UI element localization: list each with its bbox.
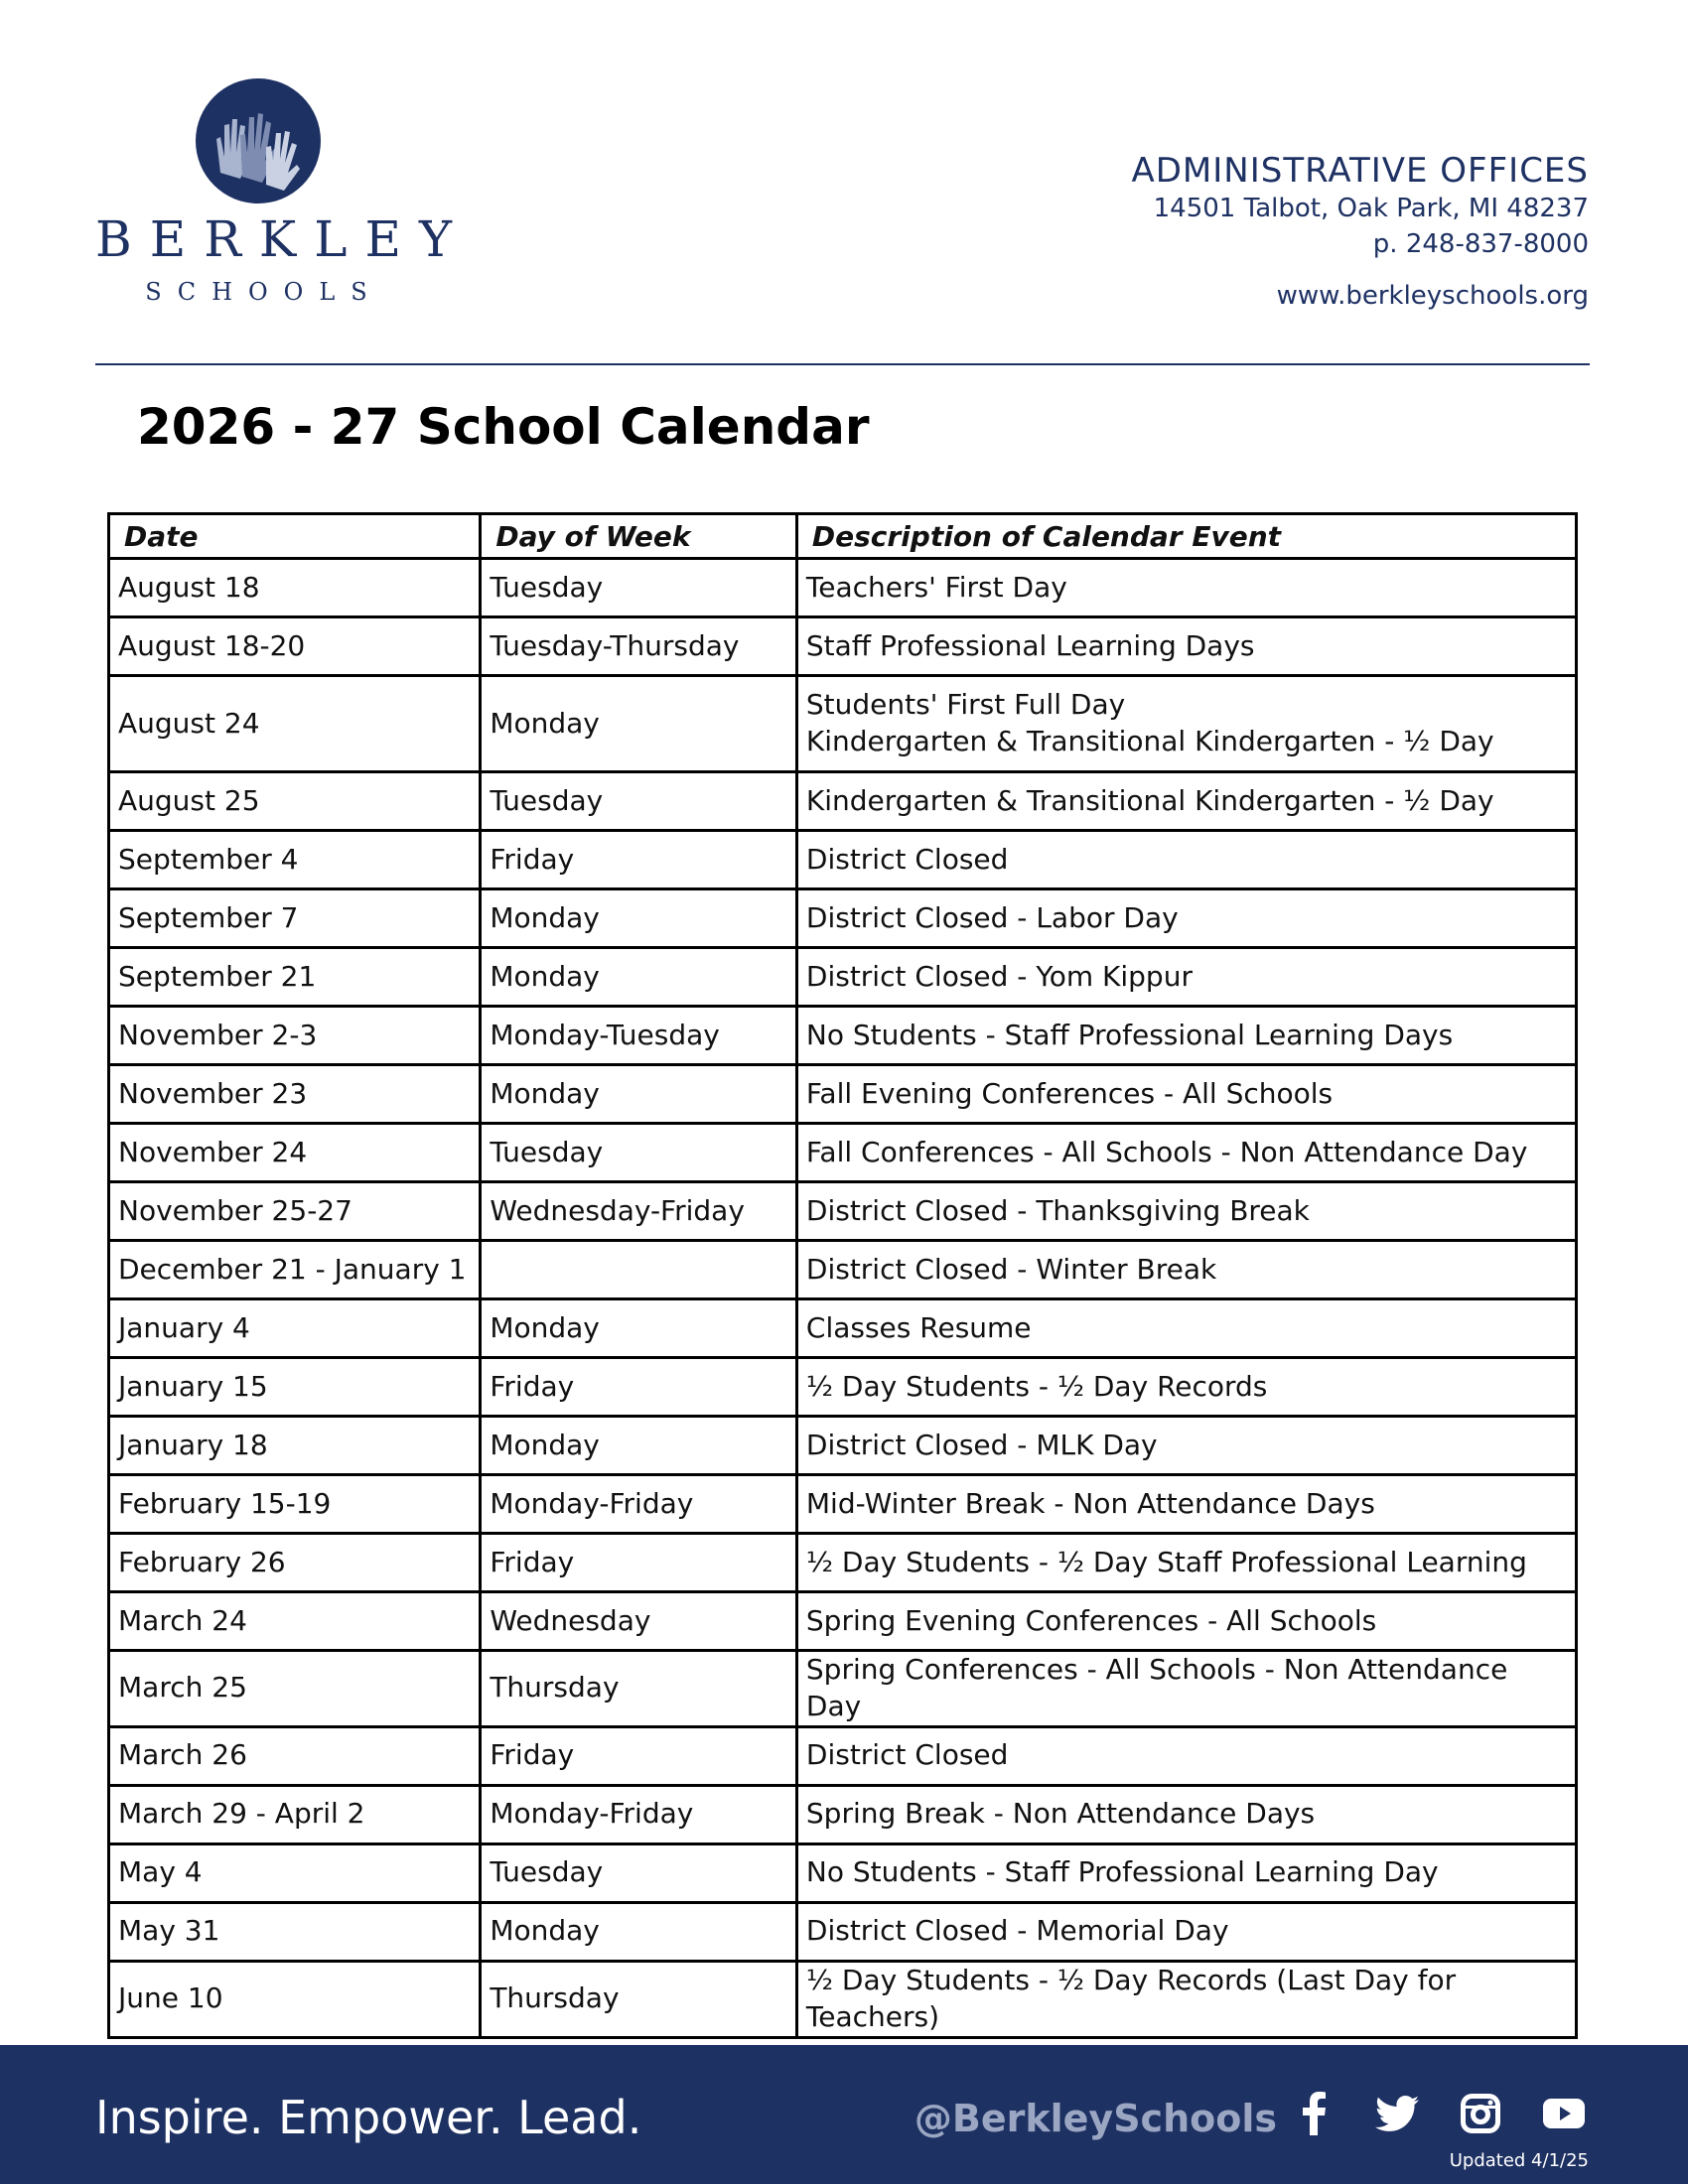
column-header-day-of-week: Day of Week bbox=[481, 514, 797, 559]
table-row bbox=[109, 1182, 1577, 1241]
description-cell: Teachers' First Day bbox=[796, 559, 1576, 617]
social-handle-link[interactable]: @BerkleySchools bbox=[914, 2097, 1277, 2140]
page-title: 2026 - 27 School Calendar bbox=[137, 398, 870, 456]
description-cell: ½ Day Students - ½ Day Records bbox=[796, 1358, 1576, 1417]
table-row bbox=[109, 1475, 1577, 1534]
date-cell: March 29 - April 2 bbox=[109, 1785, 481, 1843]
table-row bbox=[109, 1902, 1577, 1961]
header-divider bbox=[95, 363, 1590, 365]
table-row bbox=[109, 948, 1577, 1007]
day-of-week-cell: Tuesday-Thursday bbox=[481, 617, 797, 676]
logo-sub-text: SCHOOLS bbox=[145, 278, 383, 306]
offices-title: ADMINISTRATIVE OFFICES bbox=[1131, 151, 1589, 191]
description-cell: No Students - Staff Professional Learning Day bbox=[796, 1843, 1576, 1902]
table-header-row bbox=[109, 514, 1577, 559]
date-cell: January 15 bbox=[109, 1358, 481, 1417]
calendar-table-body bbox=[109, 559, 1577, 2038]
day-of-week-cell: Monday-Friday bbox=[481, 1475, 797, 1534]
table-row bbox=[109, 1534, 1577, 1592]
updated-date: Updated 4/1/25 bbox=[1449, 2150, 1589, 2171]
day-of-week-cell: Monday-Tuesday bbox=[481, 1007, 797, 1065]
logo-brand-text: BERKLEY bbox=[95, 210, 470, 268]
date-cell: January 4 bbox=[109, 1299, 481, 1358]
day-of-week-cell: Tuesday bbox=[481, 1843, 797, 1902]
table-row bbox=[109, 1592, 1577, 1651]
date-cell: February 15-19 bbox=[109, 1475, 481, 1534]
day-of-week-cell: Friday bbox=[481, 1534, 797, 1592]
day-of-week-cell: Thursday bbox=[481, 1651, 797, 1727]
description-cell: Classes Resume bbox=[796, 1299, 1576, 1358]
day-of-week-cell: Wednesday-Friday bbox=[481, 1182, 797, 1241]
table-row bbox=[109, 676, 1577, 772]
table-row bbox=[109, 559, 1577, 617]
day-of-week-cell: Tuesday bbox=[481, 559, 797, 617]
date-cell: November 24 bbox=[109, 1124, 481, 1182]
date-cell: September 7 bbox=[109, 889, 481, 948]
day-of-week-cell: Monday bbox=[481, 1299, 797, 1358]
day-of-week-cell: Wednesday bbox=[481, 1592, 797, 1651]
facebook-icon[interactable] bbox=[1289, 2089, 1338, 2138]
description-cell: Spring Conferences - All Schools - Non Attendance Day bbox=[796, 1651, 1576, 1727]
table-row bbox=[109, 1785, 1577, 1843]
day-of-week-cell: Monday bbox=[481, 1417, 797, 1475]
table-row bbox=[109, 1651, 1577, 1727]
date-cell: November 23 bbox=[109, 1065, 481, 1124]
description-cell: Kindergarten & Transitional Kindergarten - ½ Day bbox=[796, 772, 1576, 831]
date-cell: September 21 bbox=[109, 948, 481, 1007]
date-cell: November 25-27 bbox=[109, 1182, 481, 1241]
date-cell: March 26 bbox=[109, 1726, 481, 1785]
description-cell: Spring Break - Non Attendance Days bbox=[796, 1785, 1576, 1843]
day-of-week-cell: Friday bbox=[481, 831, 797, 889]
description-cell: Mid-Winter Break - Non Attendance Days bbox=[796, 1475, 1576, 1534]
date-cell: January 18 bbox=[109, 1417, 481, 1475]
date-cell: August 24 bbox=[109, 676, 481, 772]
footer-tagline: Inspire. Empower. Lead. bbox=[95, 2091, 642, 2144]
date-cell: August 25 bbox=[109, 772, 481, 831]
table-row bbox=[109, 1065, 1577, 1124]
date-cell: June 10 bbox=[109, 1961, 481, 2037]
table-row bbox=[109, 772, 1577, 831]
table-row bbox=[109, 1726, 1577, 1785]
table-row bbox=[109, 1961, 1577, 2037]
day-of-week-cell: Tuesday bbox=[481, 772, 797, 831]
column-header-description: Description of Calendar Event bbox=[796, 514, 1576, 559]
description-cell: District Closed bbox=[796, 831, 1576, 889]
day-of-week-cell bbox=[481, 1241, 797, 1299]
table-row bbox=[109, 889, 1577, 948]
footer-bar bbox=[0, 2045, 1688, 2184]
description-line: Kindergarten & Transitional Kindergarten - ½ Day bbox=[805, 725, 1494, 757]
table-row bbox=[109, 1358, 1577, 1417]
table-row bbox=[109, 1007, 1577, 1065]
description-cell: District Closed - MLK Day bbox=[796, 1417, 1576, 1475]
description-cell: District Closed - Winter Break bbox=[796, 1241, 1576, 1299]
day-of-week-cell: Monday-Friday bbox=[481, 1785, 797, 1843]
date-cell: February 26 bbox=[109, 1534, 481, 1592]
description-cell: Fall Evening Conferences - All Schools bbox=[796, 1065, 1576, 1124]
berkley-schools-logo bbox=[95, 77, 470, 316]
day-of-week-cell: Monday bbox=[481, 1902, 797, 1961]
day-of-week-cell: Monday bbox=[481, 676, 797, 772]
description-cell: District Closed - Memorial Day bbox=[796, 1902, 1576, 1961]
date-cell: August 18 bbox=[109, 559, 481, 617]
offices-address: 14501 Talbot, Oak Park, MI 48237 bbox=[1153, 194, 1589, 223]
table-row bbox=[109, 1124, 1577, 1182]
description-cell: Spring Evening Conferences - All Schools bbox=[796, 1592, 1576, 1651]
twitter-icon[interactable] bbox=[1372, 2089, 1422, 2138]
description-cell: Staff Professional Learning Days bbox=[796, 617, 1576, 676]
calendar-table bbox=[107, 512, 1578, 2039]
description-cell: District Closed - Thanksgiving Break bbox=[796, 1182, 1576, 1241]
date-cell: September 4 bbox=[109, 831, 481, 889]
instagram-icon[interactable] bbox=[1456, 2089, 1505, 2138]
date-cell: March 24 bbox=[109, 1592, 481, 1651]
description-line: Students' First Full Day bbox=[805, 688, 1126, 722]
table-row bbox=[109, 617, 1577, 676]
table-row bbox=[109, 1417, 1577, 1475]
table-row bbox=[109, 831, 1577, 889]
date-cell: May 4 bbox=[109, 1843, 481, 1902]
description-cell: ½ Day Students - ½ Day Staff Professional Learning bbox=[796, 1534, 1576, 1592]
day-of-week-cell: Monday bbox=[481, 1065, 797, 1124]
administrative-offices-block bbox=[1131, 151, 1589, 314]
description-cell: Fall Conferences - All Schools - Non Attendance Day bbox=[796, 1124, 1576, 1182]
date-cell: August 18-20 bbox=[109, 617, 481, 676]
youtube-icon[interactable] bbox=[1539, 2089, 1589, 2138]
description-cell: District Closed - Yom Kippur bbox=[796, 948, 1576, 1007]
date-cell: November 2-3 bbox=[109, 1007, 481, 1065]
offices-website-link[interactable]: www.berkleyschools.org bbox=[1276, 281, 1589, 311]
description-cell: ½ Day Students - ½ Day Records (Last Day for Teachers) bbox=[796, 1961, 1576, 2037]
description-cell: District Closed - Labor Day bbox=[796, 889, 1576, 948]
table-row bbox=[109, 1299, 1577, 1358]
day-of-week-cell: Friday bbox=[481, 1358, 797, 1417]
description-cell bbox=[796, 676, 1576, 772]
offices-phone: p. 248-837-8000 bbox=[1372, 229, 1589, 259]
table-row bbox=[109, 1241, 1577, 1299]
date-cell: December 21 - January 1 bbox=[109, 1241, 481, 1299]
day-of-week-cell: Monday bbox=[481, 948, 797, 1007]
description-cell: No Students - Staff Professional Learning Days bbox=[796, 1007, 1576, 1065]
description-cell: District Closed bbox=[796, 1726, 1576, 1785]
day-of-week-cell: Tuesday bbox=[481, 1124, 797, 1182]
day-of-week-cell: Thursday bbox=[481, 1961, 797, 2037]
raised-hands-logo-icon bbox=[195, 77, 322, 205]
date-cell: May 31 bbox=[109, 1902, 481, 1961]
social-icons bbox=[1289, 2089, 1589, 2138]
day-of-week-cell: Friday bbox=[481, 1726, 797, 1785]
table-row bbox=[109, 1843, 1577, 1902]
day-of-week-cell: Monday bbox=[481, 889, 797, 948]
date-cell: March 25 bbox=[109, 1651, 481, 1727]
column-header-date: Date bbox=[109, 514, 481, 559]
